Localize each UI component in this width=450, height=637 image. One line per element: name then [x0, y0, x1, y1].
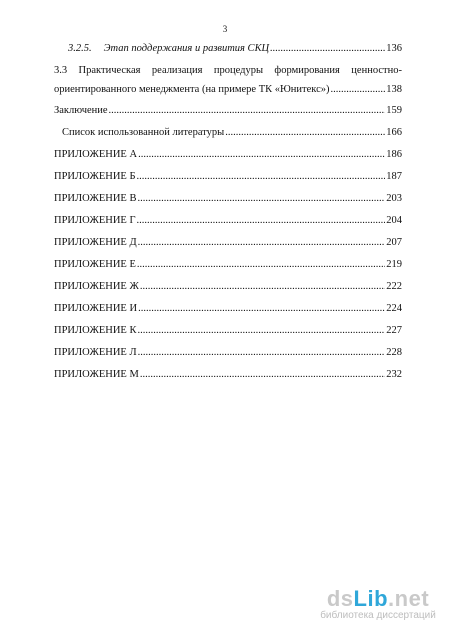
toc-word: процедуры [213, 65, 264, 76]
toc-leader [138, 342, 386, 364]
toc-leader [225, 122, 385, 144]
page-number: 3 [222, 24, 228, 34]
toc-leader [137, 210, 386, 232]
toc-item-title: ПРИЛОЖЕНИЕ К [54, 325, 137, 336]
toc-leader [137, 254, 385, 276]
toc-item-appendix [54, 144, 402, 166]
toc-item-title: ПРИЛОЖЕНИЕ Г [54, 215, 136, 226]
toc-item-page: 222 [386, 281, 402, 292]
toc-item-appendix [54, 210, 402, 232]
toc-item-title: Список использованной литературы [62, 127, 225, 138]
toc-item-conclusion [54, 100, 402, 122]
toc-item-appendix [54, 188, 402, 210]
toc-item-title: ПРИЛОЖЕНИЕ Е [54, 259, 136, 270]
toc-item-appendix [54, 254, 402, 276]
toc-item-number: 3.2.5. [68, 43, 92, 54]
toc-item-page: 224 [386, 303, 402, 314]
watermark-lib: Lib [353, 586, 389, 611]
toc-item-page: 227 [386, 325, 402, 336]
toc-item-page: 204 [386, 215, 402, 226]
watermark-logo-text [318, 586, 438, 612]
toc-item-page: 159 [386, 105, 402, 116]
toc-leader [109, 100, 386, 122]
toc-item-page: 186 [386, 149, 402, 160]
toc-item-appendix [54, 298, 402, 320]
toc-item-page: 187 [386, 171, 402, 182]
toc-item-appendix [54, 276, 402, 298]
toc-item-title: ПРИЛОЖЕНИЕ И [54, 303, 138, 314]
toc-word: Практическая [78, 65, 141, 76]
toc-item-page: 207 [386, 237, 402, 248]
toc-leader [140, 364, 385, 386]
appendix-list [54, 144, 402, 386]
toc-leader [137, 320, 385, 342]
watermark-tagline: библиотека диссертаций [320, 610, 436, 621]
toc-item-number: 3.3 [54, 65, 68, 76]
toc-item-line1 [54, 62, 402, 80]
toc-item-title: ПРИЛОЖЕНИЕ Б [54, 171, 136, 182]
toc-item-page: 232 [386, 369, 402, 380]
toc-item-title: ПРИЛОЖЕНИЕ Ж [54, 281, 139, 292]
toc-item-appendix [54, 342, 402, 364]
toc-item-page: 203 [386, 193, 402, 204]
toc-item-page: 166 [386, 127, 402, 138]
toc-leader [331, 80, 386, 100]
toc-item-title: ПРИЛОЖЕНИЕ А [54, 149, 138, 160]
toc-leader [138, 144, 385, 166]
toc-item-3-3 [54, 62, 402, 100]
watermark-net: .net [388, 586, 430, 611]
toc-item-page: 136 [386, 43, 402, 54]
toc-leader [138, 298, 385, 320]
toc-leader [270, 38, 385, 60]
toc-leader [140, 276, 385, 298]
toc-item-line2 [54, 80, 402, 100]
toc-item-appendix [54, 364, 402, 386]
toc-item-title: ПРИЛОЖЕНИЕ М [54, 369, 139, 380]
toc-item-page: 228 [386, 347, 402, 358]
toc-item-title: ПРИЛОЖЕНИЕ Д [54, 237, 137, 248]
toc-item-page: 138 [386, 84, 402, 95]
toc-leader [138, 232, 386, 254]
toc-item-title: Этап поддержания и развития СКЦ [103, 43, 270, 54]
toc-word: ценностно- [351, 65, 402, 76]
toc-leader [137, 188, 385, 210]
toc-item-appendix [54, 232, 402, 254]
toc-item-references [54, 122, 402, 144]
toc-item-title: ПРИЛОЖЕНИЕ В [54, 193, 137, 204]
toc-item-title: Заключение [54, 105, 108, 116]
toc-item-appendix [54, 320, 402, 342]
toc-word: реализация [151, 65, 203, 76]
toc-item-page: 219 [386, 259, 402, 270]
toc-item-appendix [54, 166, 402, 188]
toc-item-title: ПРИЛОЖЕНИЕ Л [54, 347, 137, 358]
toc-word: формирования [274, 65, 340, 76]
toc-leader [137, 166, 386, 188]
table-of-contents [54, 38, 402, 386]
watermark-logo [318, 586, 438, 621]
watermark-ds: ds [326, 586, 354, 611]
toc-item-3-2-5 [54, 38, 402, 60]
toc-item-title: ориентированного менеджмента (на примере ТК «Юнитекс») [54, 84, 330, 95]
